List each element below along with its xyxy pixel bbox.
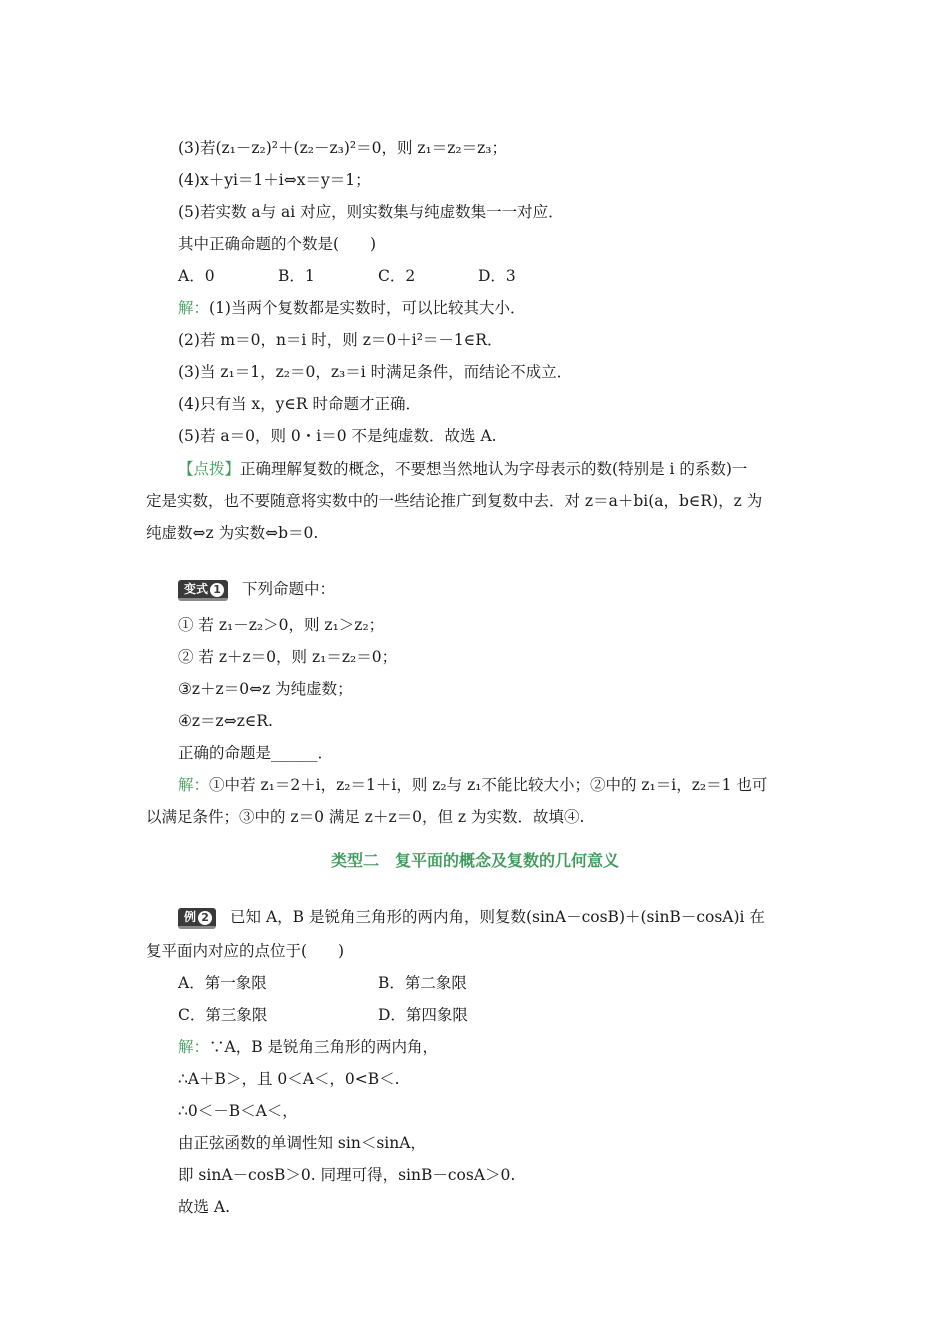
q1-solution-2: (2)若 m＝0，n＝i 时，则 z＝0＋i²＝－1∈R． [178, 331, 503, 349]
example2-solution-1: 解：∵A，B 是锐角三角形的两内角， [178, 1038, 439, 1056]
variant1-solution-2: 以满足条件；③中的 z＝0 满足 z＋z＝0，但 z 为实数．故填④. [146, 808, 585, 826]
q1-question: 其中正确命题的个数是( ) [178, 235, 377, 253]
example2-line-1: 例 2 已知 A，B 是锐角三角形的两内角，则复数(sinA－cosB)＋(sinB－cosA)i 在 [178, 906, 765, 929]
q1-solution-5: (5)若 a＝0，则 0・i＝0 不是纯虚数．故选 A. [178, 427, 497, 445]
variant1-claim-1: ① 若 z₁－z₂＞0，则 z₁＞z₂； [178, 616, 385, 634]
example2-options-row-2 [178, 1004, 468, 1026]
example2-options-row-1 [178, 972, 467, 994]
example2-option-b: B．第二象限 [378, 974, 467, 992]
example2-solution-2: ∴A＋B＞，且 0＜A＜，0<B＜. [178, 1070, 400, 1088]
variant1-question: 正确的命题是______． [178, 744, 334, 762]
tip-line-3: 纯虚数⇔z 为实数⇔b＝0. [146, 524, 319, 542]
variant1-claim-4: ④z＝z⇔z∈R. [178, 712, 273, 730]
section-title: 类型二 复平面的概念及复数的几何意义 [330, 851, 619, 870]
q1-option-b: B．1 [278, 267, 315, 285]
example2-option-c: C．第三象限 [178, 1006, 268, 1024]
example2-option-a: A．第一象限 [178, 974, 267, 992]
example-badge: 例 2 [178, 908, 216, 929]
example2-solution-6: 故选 A. [178, 1198, 231, 1216]
variant1-solution-1: 解：①中若 z₁＝2＋i，z₂＝1＋i，则 z₂与 z₁不能比较大小；②中的 z₁＝i，z₂＝1 也可 [178, 776, 768, 794]
example2-solution-5: 即 sinA－cosB＞0. 同理可得，sinB－cosA＞0. [178, 1166, 516, 1184]
q1-option-a: A．0 [178, 267, 215, 285]
q1-solution-1: 解：(1)当两个复数都是实数时，可以比较其大小． [178, 299, 526, 317]
q1-item-3: (3)若(z₁－z₂)²＋(z₂－z₃)²＝0，则 z₁＝z₂＝z₃； [178, 139, 508, 157]
tip-label: 【点拨】 [178, 460, 241, 478]
q1-item-5: (5)若实数 a与 ai 对应，则实数集与纯虚数集一一对应． [178, 203, 564, 221]
solution-label: 解： [178, 776, 210, 794]
tip-line-2: 定是实数，也不要随意将实数中的一些结论推广到复数中去．对 z＝a＋bi(a，b∈R)，z 为 [146, 492, 763, 510]
example2-solution-4: 由正弦函数的单调性知 sin＜sinA， [178, 1134, 426, 1152]
q1-option-d: D．3 [478, 267, 516, 285]
example2-solution-3: ∴0＜－B＜A＜， [178, 1102, 298, 1120]
solution-label: 解： [178, 299, 210, 317]
variant-badge: 变式 1 [178, 580, 228, 601]
q1-solution-4: (4)只有当 x，y∈R 时命题才正确． [178, 395, 421, 413]
example2-option-d: D．第四象限 [378, 1006, 468, 1024]
example2-line-2: 复平面内对应的点位于( ) [146, 942, 345, 960]
solution-label: 解： [178, 1038, 210, 1056]
variant1-claim-3: ③z＋z＝0⇔z 为纯虚数； [178, 680, 353, 698]
variant1-claim-2: ② 若 z＋z＝0，则 z₁＝z₂＝0； [178, 648, 398, 666]
q1-option-c: C．2 [378, 267, 416, 285]
tip-line-1: 【点拨】正确理解复数的概念，不要想当然地认为字母表示的数(特别是 i 的系数)一 [178, 460, 748, 478]
q1-item-4: (4)x＋yi＝1＋i⇔x＝y＝1； [178, 171, 371, 189]
q1-solution-3: (3)当 z₁＝1，z₂＝0，z₃＝i 时满足条件，而结论不成立． [178, 363, 573, 381]
q1-options [178, 265, 516, 287]
variant1-intro: 变式 1 下列命题中： [178, 578, 335, 601]
